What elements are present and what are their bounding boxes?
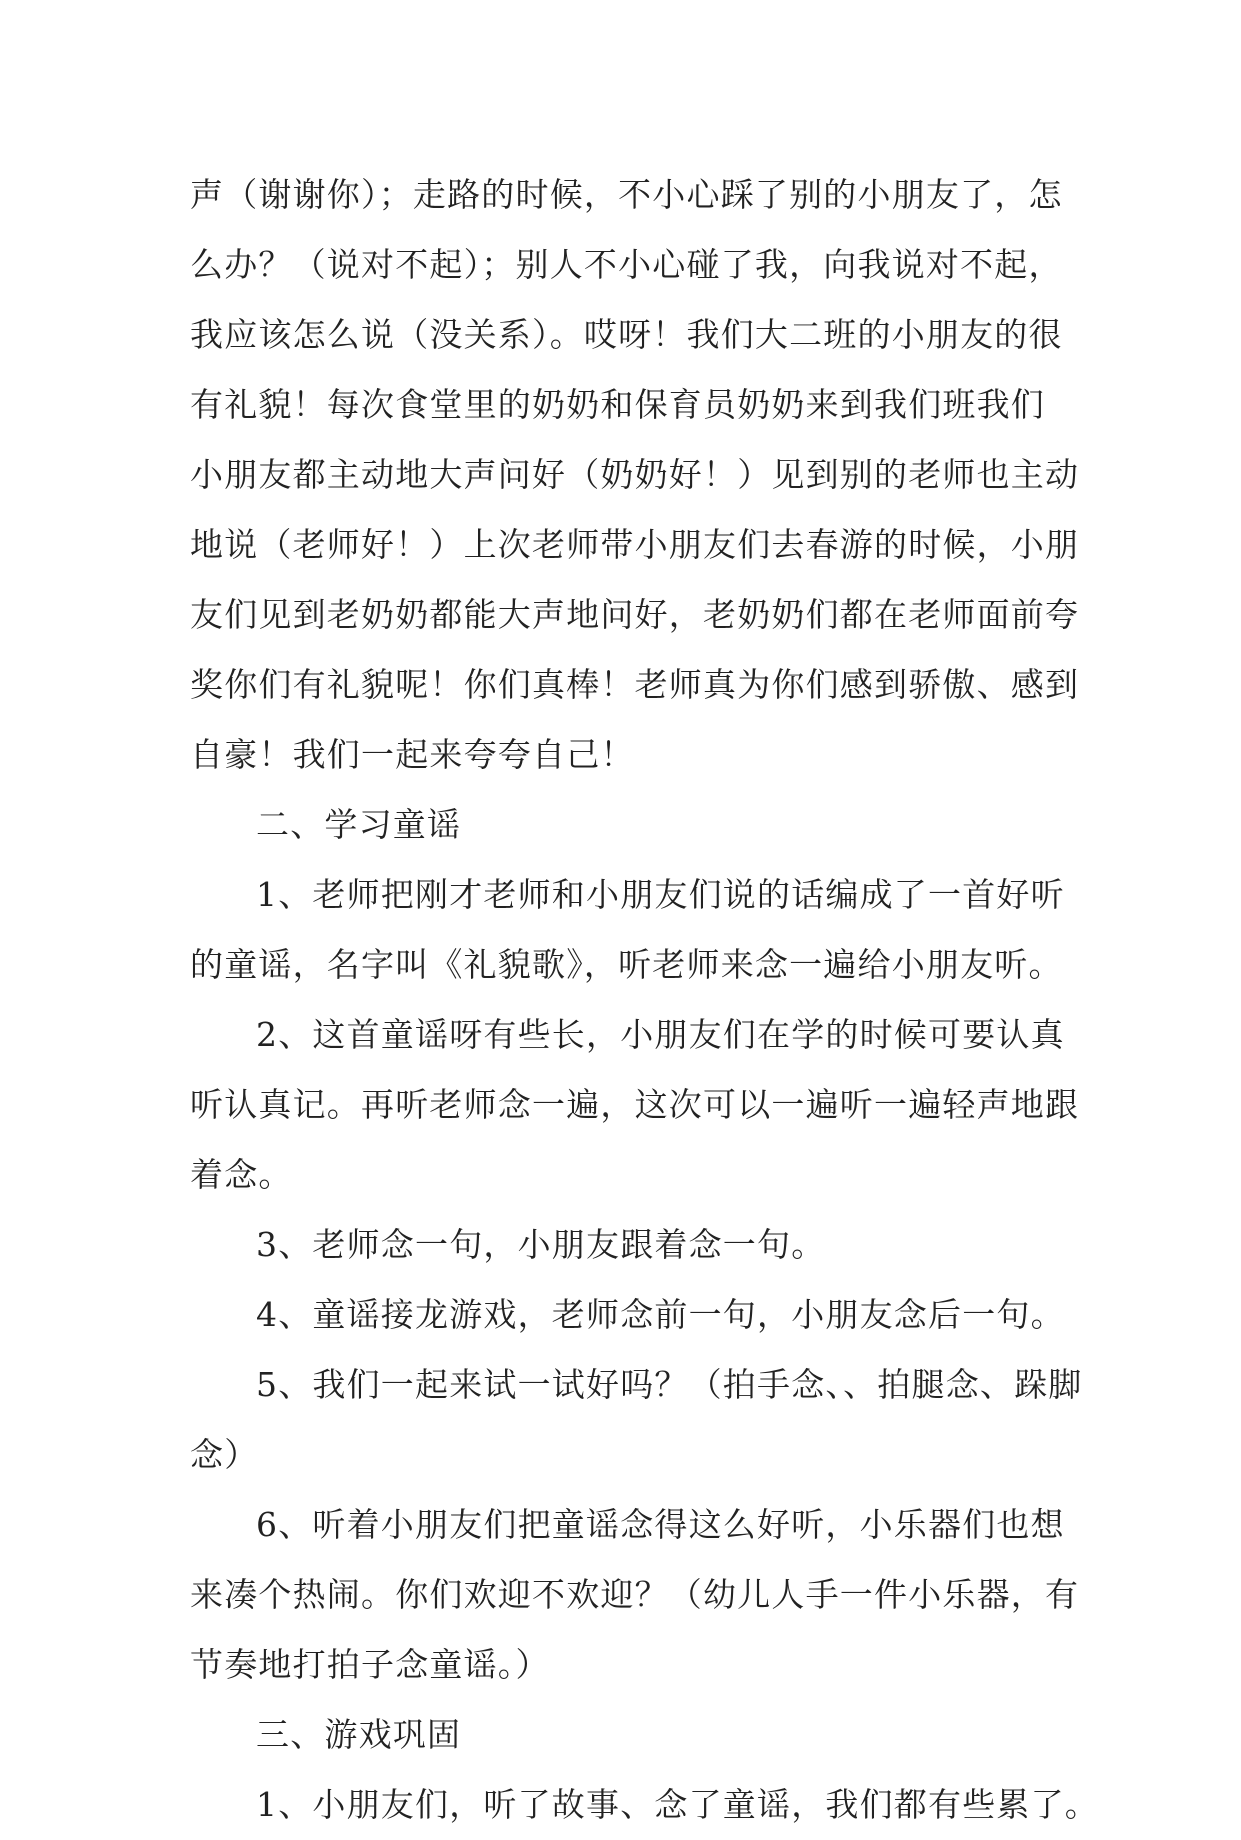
text-line: 4、童谣接龙游戏，老师念前一句，小朋友念后一句。 xyxy=(256,1295,1065,1334)
text-line: 来凑个热闹。你们欢迎不欢迎？（幼儿人手一件小乐器，有 xyxy=(190,1575,1080,1614)
text-line: 三、游戏巩固 xyxy=(256,1715,462,1754)
text-line: 么办？（说对不起）；别人不小心碰了我，向我说对不起， xyxy=(190,245,1063,284)
text-line: 着念。 xyxy=(190,1155,293,1194)
text-line: 的童谣，名字叫《礼貌歌》，听老师来念一遍给小朋友听。 xyxy=(190,945,1063,984)
text-line: 声（谢谢你）；走路的时候，不小心踩了别的小朋友了，怎 xyxy=(190,175,1063,214)
text-line: 节奏地打拍子念童谣。） xyxy=(190,1645,550,1684)
document-body xyxy=(190,160,1099,1840)
text-line: 2、这首童谣呀有些长，小朋友们在学的时候可要认真 xyxy=(256,1015,1065,1054)
text-line: 我应该怎么说（没关系）。哎呀！我们大二班的小朋友的很 xyxy=(190,315,1063,354)
text-line: 奖你们有礼貌呢！你们真棒！老师真为你们感到骄傲、感到 xyxy=(190,665,1080,704)
text-line: 有礼貌！每次食堂里的奶奶和保育员奶奶来到我们班我们 xyxy=(190,385,1045,424)
text-line: 自豪！我们一起来夸夸自己！ xyxy=(190,735,635,774)
text-line: 念） xyxy=(190,1435,259,1474)
text-line: 二、学习童谣 xyxy=(256,805,462,844)
text-line: 友们见到老奶奶都能大声地问好，老奶奶们都在老师面前夸 xyxy=(190,595,1080,634)
text-line: 5、我们一起来试一试好吗？（拍手念、、拍腿念、跺脚 xyxy=(256,1365,1083,1404)
text-line: 听认真记。再听老师念一遍，这次可以一遍听一遍轻声地跟 xyxy=(190,1085,1080,1124)
text-line: 3、老师念一句，小朋友跟着念一句。 xyxy=(256,1225,826,1264)
text-line: 1、老师把刚才老师和小朋友们说的话编成了一首好听 xyxy=(256,875,1065,914)
text-line: 地说（老师好！）上次老师带小朋友们去春游的时候，小朋 xyxy=(190,525,1080,564)
text-line: 6、听着小朋友们把童谣念得这么好听，小乐器们也想 xyxy=(256,1505,1065,1544)
text-line: 1、小朋友们，听了故事、念了童谣，我们都有些累了。 xyxy=(256,1785,1099,1824)
text-line: 小朋友都主动地大声问好（奶奶好！）见到别的老师也主动 xyxy=(190,455,1080,494)
